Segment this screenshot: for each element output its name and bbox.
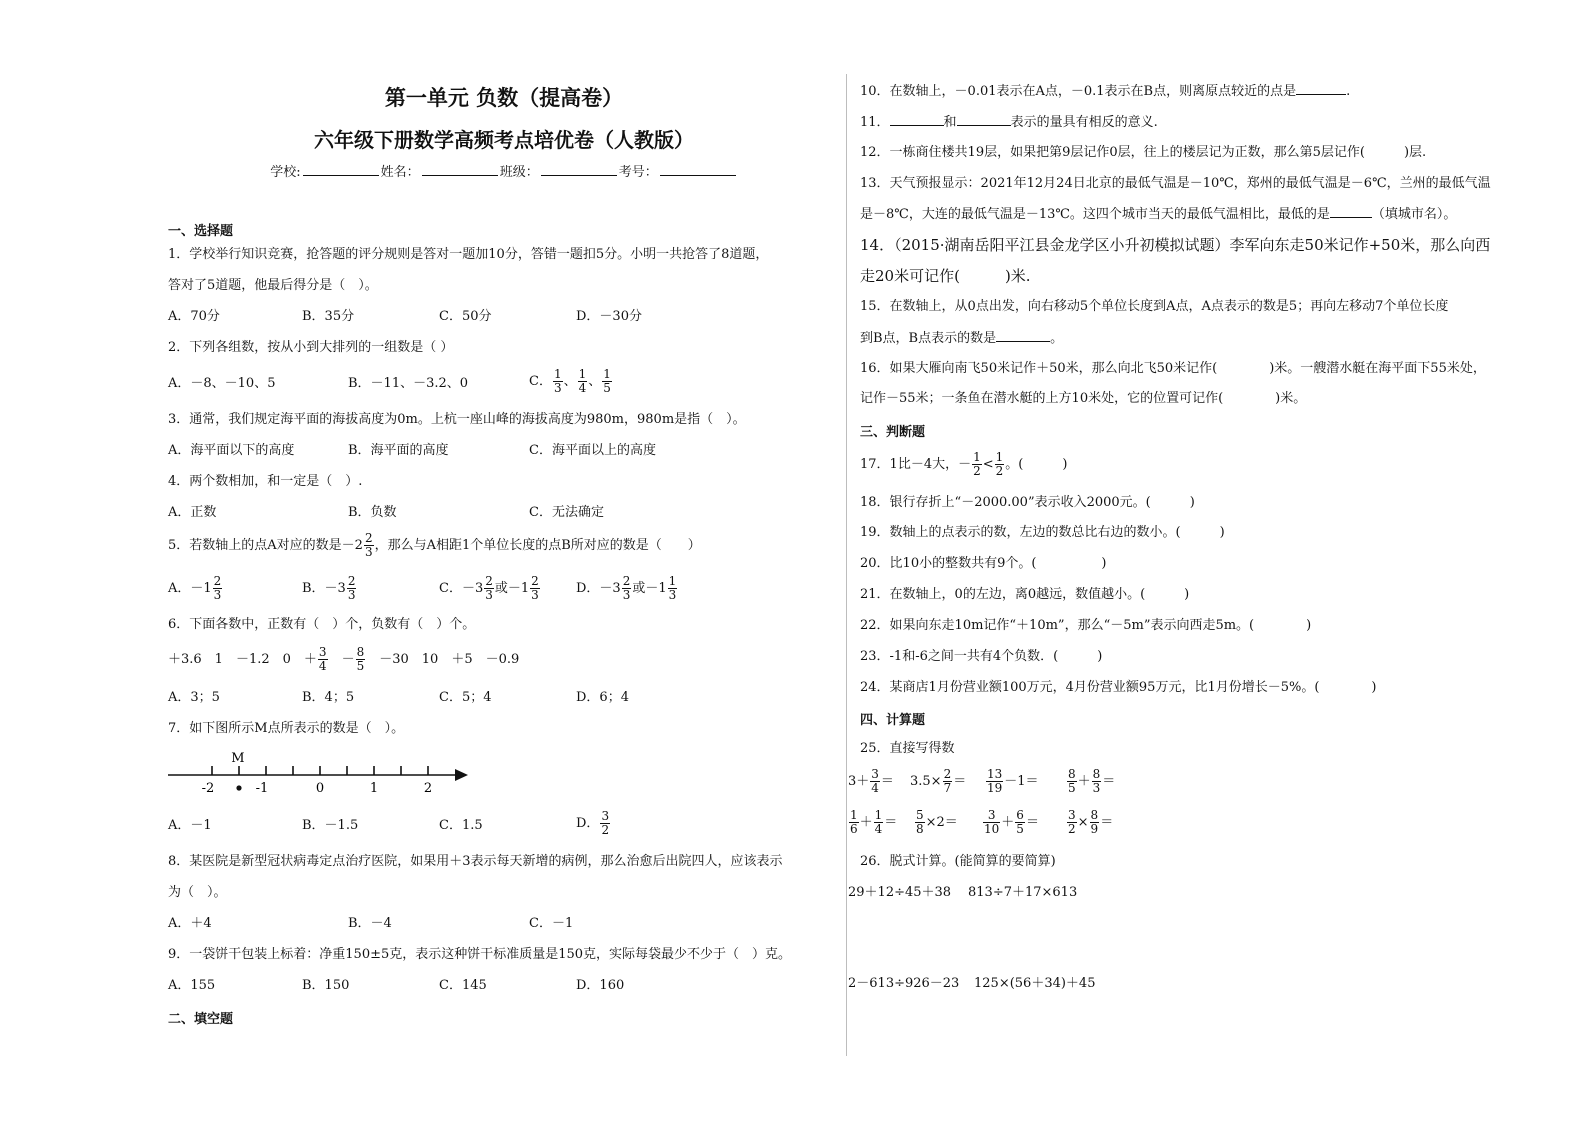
question-19-text: 19．数轴上的点表示的数，左边的数总比右边的数小。( ) xyxy=(860,525,1225,540)
number-line-figure xyxy=(168,748,478,798)
question-1-option-b[interactable]: B．35分 xyxy=(302,309,355,324)
denominator: 10 xyxy=(984,822,1000,836)
question-1-option-d[interactable]: D．－30分 xyxy=(576,309,642,324)
option-c-middle: 或－1 xyxy=(494,581,530,596)
question-23-text: 23．-1和-6之间一共有4个负数．( ) xyxy=(860,649,1103,664)
fraction xyxy=(600,810,610,837)
question-22-text: 22．如果向东走10m记作“＋10m”，那么“－5m”表示向西走5m。( ) xyxy=(860,618,1312,633)
fraction xyxy=(995,451,1005,478)
denominator: 19 xyxy=(987,781,1003,795)
denominator: 4 xyxy=(874,822,883,836)
calc-expression-4 xyxy=(1066,768,1115,795)
point-m-label: M xyxy=(231,751,245,766)
numerator: 1 xyxy=(850,808,858,822)
denominator: 3 xyxy=(347,588,356,602)
question-17-text xyxy=(860,451,1067,478)
question-7-option-c[interactable]: C．1.5 xyxy=(439,818,483,833)
number-line-tick-label: 1 xyxy=(369,781,379,796)
student-info-line xyxy=(168,161,840,180)
question-17-post: 。( ) xyxy=(1005,457,1068,472)
fraction xyxy=(972,451,982,478)
fraction xyxy=(915,809,925,836)
denominator: 5 xyxy=(603,381,611,395)
calc-expression-11: 2－613÷926－23 xyxy=(848,976,960,991)
question-4-option-a[interactable]: A．正数 xyxy=(168,505,217,520)
numbers-part-3: －30 10 ＋5 －0.9 xyxy=(379,652,520,667)
exam-number-field[interactable] xyxy=(660,163,736,176)
fraction xyxy=(1067,768,1077,795)
expr-operator: ＋ xyxy=(859,815,873,830)
question-14-line-1: 14．（2015·湖南岳阳平江县金龙学区小升初模拟试题）李军向东走50米记作+50米，那么向西 xyxy=(860,236,1491,254)
question-6-option-c[interactable]: C．5；4 xyxy=(439,690,492,705)
question-11-pre: 11． xyxy=(860,115,890,130)
question-5-text xyxy=(168,532,701,559)
page-subtitle: 六年级下册数学高频考点培优卷（人教版） xyxy=(314,128,694,152)
question-6-option-b[interactable]: B．4；5 xyxy=(302,690,355,705)
question-14-line-2: 走20米可记作( )米. xyxy=(860,267,1031,285)
fraction xyxy=(578,368,588,395)
question-11-blank-1[interactable] xyxy=(890,113,944,126)
numerator: 3 xyxy=(871,767,879,781)
question-13-blank[interactable] xyxy=(1330,205,1372,218)
question-12-text: 12．一栋商住楼共19层，如果把第9层记作0层，往上的楼层记为正数，那么第5层记作( )层. xyxy=(860,145,1427,160)
calc-expression-7 xyxy=(982,809,1039,836)
denominator: 3 xyxy=(213,588,222,602)
numerator: 1 xyxy=(973,450,981,464)
number-line-tick-label: 0 xyxy=(315,781,325,796)
question-26-text: 26．脱式计算。(能简算的要简算) xyxy=(860,854,1056,869)
question-25-text: 25．直接写得数 xyxy=(860,741,955,756)
denominator: 3 xyxy=(531,588,539,602)
fraction xyxy=(347,575,357,602)
question-8-line-1: 8．某医院是新型冠状病毒定点治疗医院，如果用＋3表示每天新增的病例，那么治愈后出院四人，应该表示 xyxy=(168,854,783,869)
fraction xyxy=(870,768,880,795)
question-6-option-a[interactable]: A．3；5 xyxy=(168,690,220,705)
separator: 、 xyxy=(588,374,602,389)
numerator: 3 xyxy=(318,645,327,659)
question-5-option-c[interactable] xyxy=(439,575,541,602)
question-1-option-a[interactable]: A．70分 xyxy=(168,309,220,324)
question-5-option-a[interactable] xyxy=(168,575,223,602)
question-6-numbers xyxy=(168,646,519,673)
number-line-tick-label: 2 xyxy=(423,781,433,796)
fraction xyxy=(1067,809,1077,836)
question-5-post: ，那么与A相距1个单位长度的点B所对应的数是（ ） xyxy=(374,538,701,553)
expr-equals: ＝ xyxy=(884,815,898,830)
point-m-dot xyxy=(236,785,241,790)
name-field[interactable] xyxy=(422,163,498,176)
question-7-option-b[interactable]: B．－1.5 xyxy=(302,818,359,833)
fraction xyxy=(484,575,494,602)
fraction xyxy=(1015,809,1025,836)
option-b-prefix: B．－3 xyxy=(302,581,346,596)
fraction xyxy=(849,809,859,836)
calc-expression-12: 125×(56＋34)＋45 xyxy=(974,976,1096,991)
fraction xyxy=(874,809,884,836)
denominator: 4 xyxy=(871,781,879,795)
fraction xyxy=(602,368,612,395)
denominator: 2 xyxy=(995,464,1004,478)
question-13-pre: 是－8℃，大连的最低气温是－13℃。这四个城市当天的最低气温相比，最低的是 xyxy=(860,207,1330,222)
number-line-tick-label: -1 xyxy=(255,781,269,796)
question-4-text: 4．两个数相加，和一定是（ ）. xyxy=(168,474,363,489)
question-9-option-c[interactable]: C．145 xyxy=(439,978,487,993)
denominator: 6 xyxy=(850,822,858,836)
option-d-prefix: D．－3 xyxy=(576,581,621,596)
expr-equals: ＝ xyxy=(1102,774,1116,789)
question-8-option-c[interactable]: C．－1 xyxy=(529,916,574,931)
question-8-option-a[interactable]: A．＋4 xyxy=(168,916,212,931)
question-15-line-2 xyxy=(860,329,1063,348)
question-11-mid: 和 xyxy=(943,115,957,130)
denominator: 3 xyxy=(364,545,373,559)
fraction xyxy=(943,768,953,795)
fraction xyxy=(213,575,223,602)
numerator: 6 xyxy=(1016,808,1024,822)
fraction xyxy=(983,809,1000,836)
question-9-option-d[interactable]: D．160 xyxy=(576,978,625,993)
fraction xyxy=(1090,809,1100,836)
question-3-option-b[interactable]: B．海平面的高度 xyxy=(348,443,449,458)
numerator: 1 xyxy=(995,450,1004,464)
denominator: 9 xyxy=(1090,822,1099,836)
expr-part: 3＋ xyxy=(848,774,870,789)
question-20-text: 20．比10小的整数共有9个。( ) xyxy=(860,556,1107,571)
numerator: 8 xyxy=(1068,767,1076,781)
question-9-option-a[interactable]: A．155 xyxy=(168,978,216,993)
number-line-arrow xyxy=(455,769,468,781)
denominator: 5 xyxy=(1016,822,1024,836)
column-divider xyxy=(846,74,847,1056)
fraction xyxy=(622,575,632,602)
question-24-text: 24．某商店1月份营业额100万元，4月份营业额95万元，比1月份增长－5%。( ) xyxy=(860,680,1377,695)
calc-expression-6 xyxy=(914,809,958,836)
denominator: 2 xyxy=(601,823,610,837)
option-d-middle: 或－1 xyxy=(632,581,667,596)
numerator: 1 xyxy=(603,367,611,381)
denominator: 3 xyxy=(485,588,493,602)
expr-operator: × xyxy=(1077,815,1089,830)
numerator: 3 xyxy=(1068,808,1076,822)
denominator: 4 xyxy=(318,659,327,673)
question-2-option-b[interactable]: B．－11、－3.2、0 xyxy=(348,376,469,391)
question-13-line-1: 13．天气预报显示：2021年12月24日北京的最低气温是－10℃，郑州的最低气温是－6℃，兰州的最低气温 xyxy=(860,176,1491,191)
calc-expression-5 xyxy=(848,809,897,836)
question-5-option-b[interactable] xyxy=(302,575,357,602)
denominator: 8 xyxy=(916,822,924,836)
question-15-post: 。 xyxy=(1050,331,1064,346)
denominator: 3 xyxy=(1092,781,1101,795)
name-label: 姓名： xyxy=(380,165,420,180)
question-10-pre: 10．在数轴上，－0.01表示在A点，－0.1表示在B点，则离原点较近的点是 xyxy=(860,84,1297,99)
denominator: 7 xyxy=(943,781,952,795)
class-field[interactable] xyxy=(541,163,617,176)
question-15-blank[interactable] xyxy=(996,329,1050,342)
number-label: 考号： xyxy=(618,165,658,180)
section-heading-choice: 一、选择题 xyxy=(168,224,234,239)
question-2-option-c[interactable] xyxy=(529,368,613,395)
question-8-option-b[interactable]: B．－4 xyxy=(348,916,392,931)
expr-equals: ＝ xyxy=(1100,815,1114,830)
fraction xyxy=(530,575,540,602)
option-d-prefix: D． xyxy=(576,816,600,831)
numerator: 2 xyxy=(485,574,493,588)
numerator: 3 xyxy=(983,809,1000,823)
expr-equals: ×2＝ xyxy=(925,815,958,830)
question-7-option-a[interactable]: A．－1 xyxy=(168,818,212,833)
fraction xyxy=(553,368,563,395)
numerator: 1 xyxy=(578,367,587,381)
calc-expression-8 xyxy=(1066,809,1113,836)
question-4-option-c[interactable]: C．无法确定 xyxy=(529,505,604,520)
question-10-post: . xyxy=(1346,84,1351,99)
fraction xyxy=(356,646,366,673)
numerator: 2 xyxy=(347,574,356,588)
numerator: 8 xyxy=(1092,767,1101,781)
question-1-line-2: 答对了5道题，他最后得分是（ ）。 xyxy=(168,278,378,293)
fraction xyxy=(318,646,328,673)
question-6-option-d[interactable]: D．6；4 xyxy=(576,690,629,705)
section-heading-fill-in: 二、填空题 xyxy=(168,1012,234,1027)
numerator: 3 xyxy=(601,809,610,823)
question-3-text: 3．通常，我们规定海平面的海拔高度为0m。上杭一座山峰的海拔高度为980m，980m是指（ ）。 xyxy=(168,412,746,427)
denominator: 5 xyxy=(356,659,365,673)
less-than-sign: < xyxy=(982,457,994,472)
option-c-prefix: C．－3 xyxy=(439,581,484,596)
fraction xyxy=(986,768,1003,795)
numerator: 13 xyxy=(987,767,1003,781)
expr-equals: ＝ xyxy=(880,774,894,789)
denominator: 3 xyxy=(553,381,562,395)
question-2-option-a[interactable]: A．－8、－10、5 xyxy=(168,376,276,391)
numerator: 8 xyxy=(1090,808,1099,822)
question-5-option-d[interactable] xyxy=(576,575,678,602)
question-11-blank-2[interactable] xyxy=(957,113,1011,126)
school-field[interactable] xyxy=(303,163,379,176)
question-11-text xyxy=(860,113,1158,132)
expr-operator: ＋ xyxy=(1077,774,1091,789)
question-5-pre: 5．若数轴上的点A对应的数是－2 xyxy=(168,538,363,553)
calc-expression-9: 29＋12÷45＋38 xyxy=(848,885,952,900)
fraction xyxy=(1092,768,1102,795)
question-6-text: 6．下面各数中，正数有（ ）个，负数有（ ）个。 xyxy=(168,617,476,632)
question-1-line-1: 1．学校举行知识竞赛，抢答题的评分规则是答对一题加10分，答错一题扣5分。小明一共抢答了8道题， xyxy=(168,247,769,262)
denominator: 2 xyxy=(1068,822,1076,836)
number-line-tick-label: -2 xyxy=(201,781,215,796)
question-13-post: （填城市名）。 xyxy=(1371,207,1457,222)
section-heading-judge: 三、判断题 xyxy=(860,425,926,440)
calc-expression-1 xyxy=(848,768,894,795)
question-7-option-d[interactable] xyxy=(576,810,611,837)
denominator: 3 xyxy=(622,588,631,602)
numerator: 5 xyxy=(916,808,924,822)
question-13-line-2 xyxy=(860,205,1456,224)
expr-equals: ＝ xyxy=(1025,815,1039,830)
question-17-pre: 17．1比－4大，－ xyxy=(860,457,972,472)
numerator: 2 xyxy=(213,574,222,588)
numerator: 2 xyxy=(622,574,631,588)
calc-expression-10: 813÷7＋17×613 xyxy=(968,885,1078,900)
question-18-text: 18．银行存折上“－2000.00”表示收入2000元。( ) xyxy=(860,495,1195,510)
expr-equals: －1＝ xyxy=(1004,774,1039,789)
numerator: 8 xyxy=(356,645,365,659)
school-label: 学校: xyxy=(270,165,301,180)
calc-expression-3 xyxy=(985,768,1039,795)
denominator: 2 xyxy=(973,464,981,478)
numerator: 2 xyxy=(943,767,952,781)
numbers-part-2: － xyxy=(341,652,355,667)
number-line-labels xyxy=(202,781,432,796)
question-16-line-1: 16．如果大雁向南飞50米记作＋50米，那么向北飞50米记作( )米。一艘潜水艇在海平面下55米处， xyxy=(860,361,1486,376)
question-8-line-2: 为（ ）。 xyxy=(168,885,227,900)
numerator: 1 xyxy=(668,574,677,588)
question-4-option-b[interactable]: B．负数 xyxy=(348,505,397,520)
calc-expression-2 xyxy=(910,768,966,795)
denominator: 4 xyxy=(578,381,587,395)
question-10-text xyxy=(860,82,1350,101)
question-2-text: 2．下列各组数，按从小到大排列的一组数是（ ） xyxy=(168,340,454,355)
question-7-text: 7．如下图所示M点所表示的数是（ ）。 xyxy=(168,721,405,736)
option-a-prefix: A．－1 xyxy=(168,581,212,596)
fraction xyxy=(364,532,374,559)
numerator: 2 xyxy=(531,574,539,588)
denominator: 5 xyxy=(1068,781,1076,795)
question-16-line-2: 记作－55米；一条鱼在潜水艇的上方10米处，它的位置可记作( )米。 xyxy=(860,391,1307,406)
question-1-option-c[interactable]: C．50分 xyxy=(439,309,492,324)
expr-equals: ＝ xyxy=(953,774,967,789)
expr-operator: ＋ xyxy=(1001,815,1015,830)
numbers-part-1: ＋3.6 1 －1.2 0 ＋ xyxy=(168,652,317,667)
page-title: 第一单元 负数（提高卷） xyxy=(384,86,624,110)
question-15-line-1: 15．在数轴上，从0点出发，向右移动5个单位长度到A点，A点表示的数是5；再向左移动7个单位长度 xyxy=(860,299,1449,314)
numerator: 1 xyxy=(874,808,883,822)
question-3-option-c[interactable]: C．海平面以上的高度 xyxy=(529,443,656,458)
numerator: 2 xyxy=(364,531,373,545)
question-9-text: 9．一袋饼干包装上标着：净重150±5克，表示这种饼干标准质量是150克，实际每袋最少不少于（ ）克。 xyxy=(168,947,792,962)
question-3-option-a[interactable]: A．海平面以下的高度 xyxy=(168,443,295,458)
fraction xyxy=(668,575,678,602)
option-c-prefix: C． xyxy=(529,374,552,389)
number-line-ticks xyxy=(212,766,428,775)
expr-part: 3.5× xyxy=(910,774,942,789)
question-15-pre: 到B点，B点表示的数是 xyxy=(860,331,997,346)
question-21-text: 21．在数轴上，0的左边，离0越远，数值越小。( ) xyxy=(860,587,1190,602)
separator: 、 xyxy=(563,374,577,389)
class-label: 班级： xyxy=(499,165,539,180)
denominator: 3 xyxy=(668,588,677,602)
question-9-option-b[interactable]: B．150 xyxy=(302,978,350,993)
numerator: 1 xyxy=(553,367,562,381)
question-11-post: 表示的量具有相反的意义. xyxy=(1010,115,1158,130)
section-heading-calculation: 四、计算题 xyxy=(860,713,926,728)
question-10-blank[interactable] xyxy=(1296,82,1346,95)
